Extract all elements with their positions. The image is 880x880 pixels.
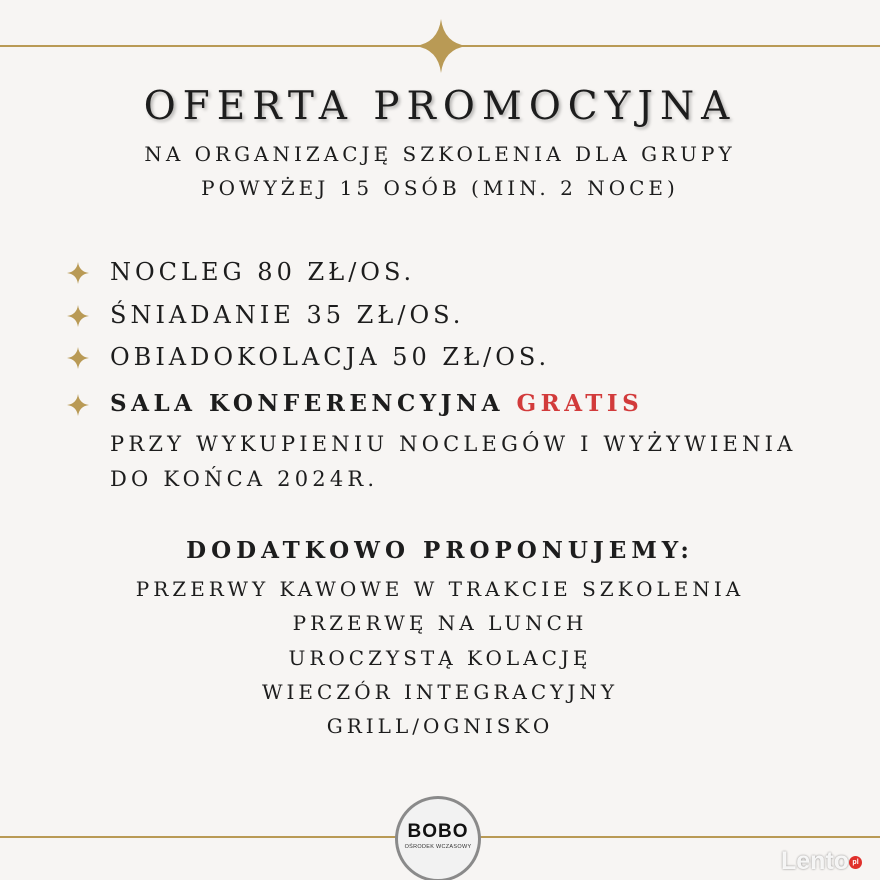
extras-item: UROCZYSTĄ KOLACJĘ [288, 646, 592, 670]
offer-label: NOCLEG 80 ZŁ/OS. [110, 258, 416, 286]
offer-label: ŚNIADANIE 35 ZŁ/OS. [110, 301, 465, 329]
logo-subtitle: OŚRODEK WCZASOWY [404, 844, 472, 850]
offer-note-line-1: PRZY WYKUPIENIU NOCLEGÓW I WYŻYWIENIA [110, 432, 797, 456]
subtitle-line-1: NA ORGANIZACJĘ SZKOLENIA DLA GRUPY [144, 142, 736, 166]
subtitle-line-2: POWYŻEJ 15 OSÓB (MIN. 2 NOCE) [201, 176, 679, 200]
offer-label: OBIADOKOLACJA 50 ZŁ/OS. [110, 343, 551, 371]
extras-item: PRZERWY KAWOWE W TRAKCIE SZKOLENIA [135, 577, 745, 601]
extras-item: GRILL/OGNISKO [326, 714, 554, 738]
star-bullet-icon [66, 393, 90, 417]
watermark-text: Lento [781, 847, 850, 875]
star-icon [415, 19, 467, 73]
offer-note-line-2: DO KOŃCA 2024R. [110, 467, 379, 491]
lento-watermark [781, 846, 873, 876]
extras-item: PRZERWĘ NA LUNCH [292, 611, 588, 635]
logo-name: BOBO [407, 821, 469, 842]
offer-label-bold [110, 388, 643, 420]
page-title: OFERTA PROMOCYJNA [143, 84, 737, 129]
gratis-highlight: GRATIS [516, 390, 644, 417]
star-bullet-icon [66, 304, 90, 328]
extras-heading: DODATKOWO PROPONUJEMY: [186, 537, 694, 564]
offer-label-text: SALA KONFERENCYJNA [110, 390, 504, 417]
star-bullet-icon [66, 346, 90, 370]
star-bullet-icon [66, 261, 90, 285]
watermark-badge: pl [849, 856, 862, 869]
bobo-logo [398, 799, 478, 879]
extras-item: WIECZÓR INTEGRACYJNY [261, 680, 619, 704]
